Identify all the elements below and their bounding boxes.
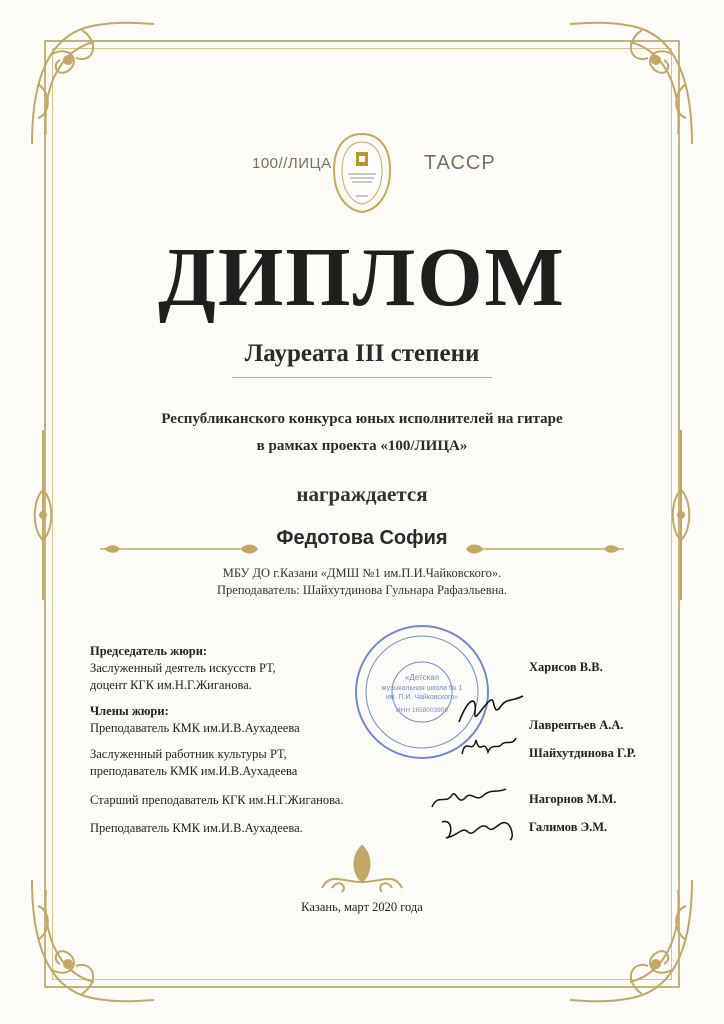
project-logo-text: 100//ЛИЦА [252,155,332,172]
recipient-school: МБУ ДО г.Казани «ДМШ №1 им.П.И.Чайковского». [222,566,502,580]
emblem-logo-icon [328,130,396,216]
jury-members-heading: Члены жюри: [90,704,169,718]
stamp-text-2: музыкальная школа № 1 [381,685,463,692]
jury-member-2-desc-2: преподаватель КМК им.И.В.Аухадеева [90,764,298,778]
jury-chair-desc-2: доцент КГК им.Н.Г.Жиганова. [90,678,252,692]
flourish-right-icon [464,541,624,557]
signature-icon [458,730,518,760]
signature-icon [455,692,527,728]
place-date: Казань, март 2020 года [301,900,423,914]
jury-member-2-desc-1: Заслуженный работник культуры РТ, [90,747,287,761]
contest-line-1: Республиканского конкурса юных исполнителей на гитаре [161,411,563,427]
jury-members-block [90,703,300,737]
signer-member-4: Галимов Э.М. [529,820,608,834]
corner-ornament-icon [562,870,702,1010]
degree-heading: Лауреата III степени [244,340,480,367]
signer-member-3: Нагорнов М.М. [529,792,617,806]
signer-chair: Харисов В.В. [529,660,603,674]
logo-row [0,130,724,220]
recipient-teacher: Преподаватель: Шайхутдинова Гульнара Рафаэльевна. [217,583,507,597]
awarded-label: награждается [296,482,428,506]
signature-icon [438,812,516,844]
jury-member-2-block [90,746,297,780]
jury-chair-heading: Председатель жюри: [90,644,208,658]
contest-line-2: в рамках проекта «100/ЛИЦА» [256,438,468,454]
corner-ornament-icon [22,870,162,1010]
tassr-logo-text: ТАССР [424,152,496,174]
divider [232,377,492,378]
jury-member-1-desc: Преподаватель КМК им.И.В.Аухадеева [90,721,300,735]
stamp-text-3: им. П.И. Чайковского» [385,694,459,701]
signer-member-2: Шайхутдинова Г.Р. [529,746,636,760]
signer-member-1: Лаврентьев А.А. [529,718,624,732]
jury-chair-desc-1: Заслуженный деятель искусств РТ, [90,661,276,675]
signature-icon [428,785,508,813]
page-title: ДИПЛОМ [158,231,566,324]
jury-member-4-desc: Преподаватель КМК им.И.В.Аухадеева. [90,821,303,835]
bottom-ornament-icon [312,842,412,902]
jury-chair-block [90,643,276,694]
recipient-name: Федотова София [276,527,448,549]
jury-member-3-desc: Старший преподаватель КГК им.Н.Г.Жиганова. [90,793,344,807]
stamp-text-1: «Детская [404,673,440,682]
stamp-inn: ИНН 1658003909 [395,707,449,714]
